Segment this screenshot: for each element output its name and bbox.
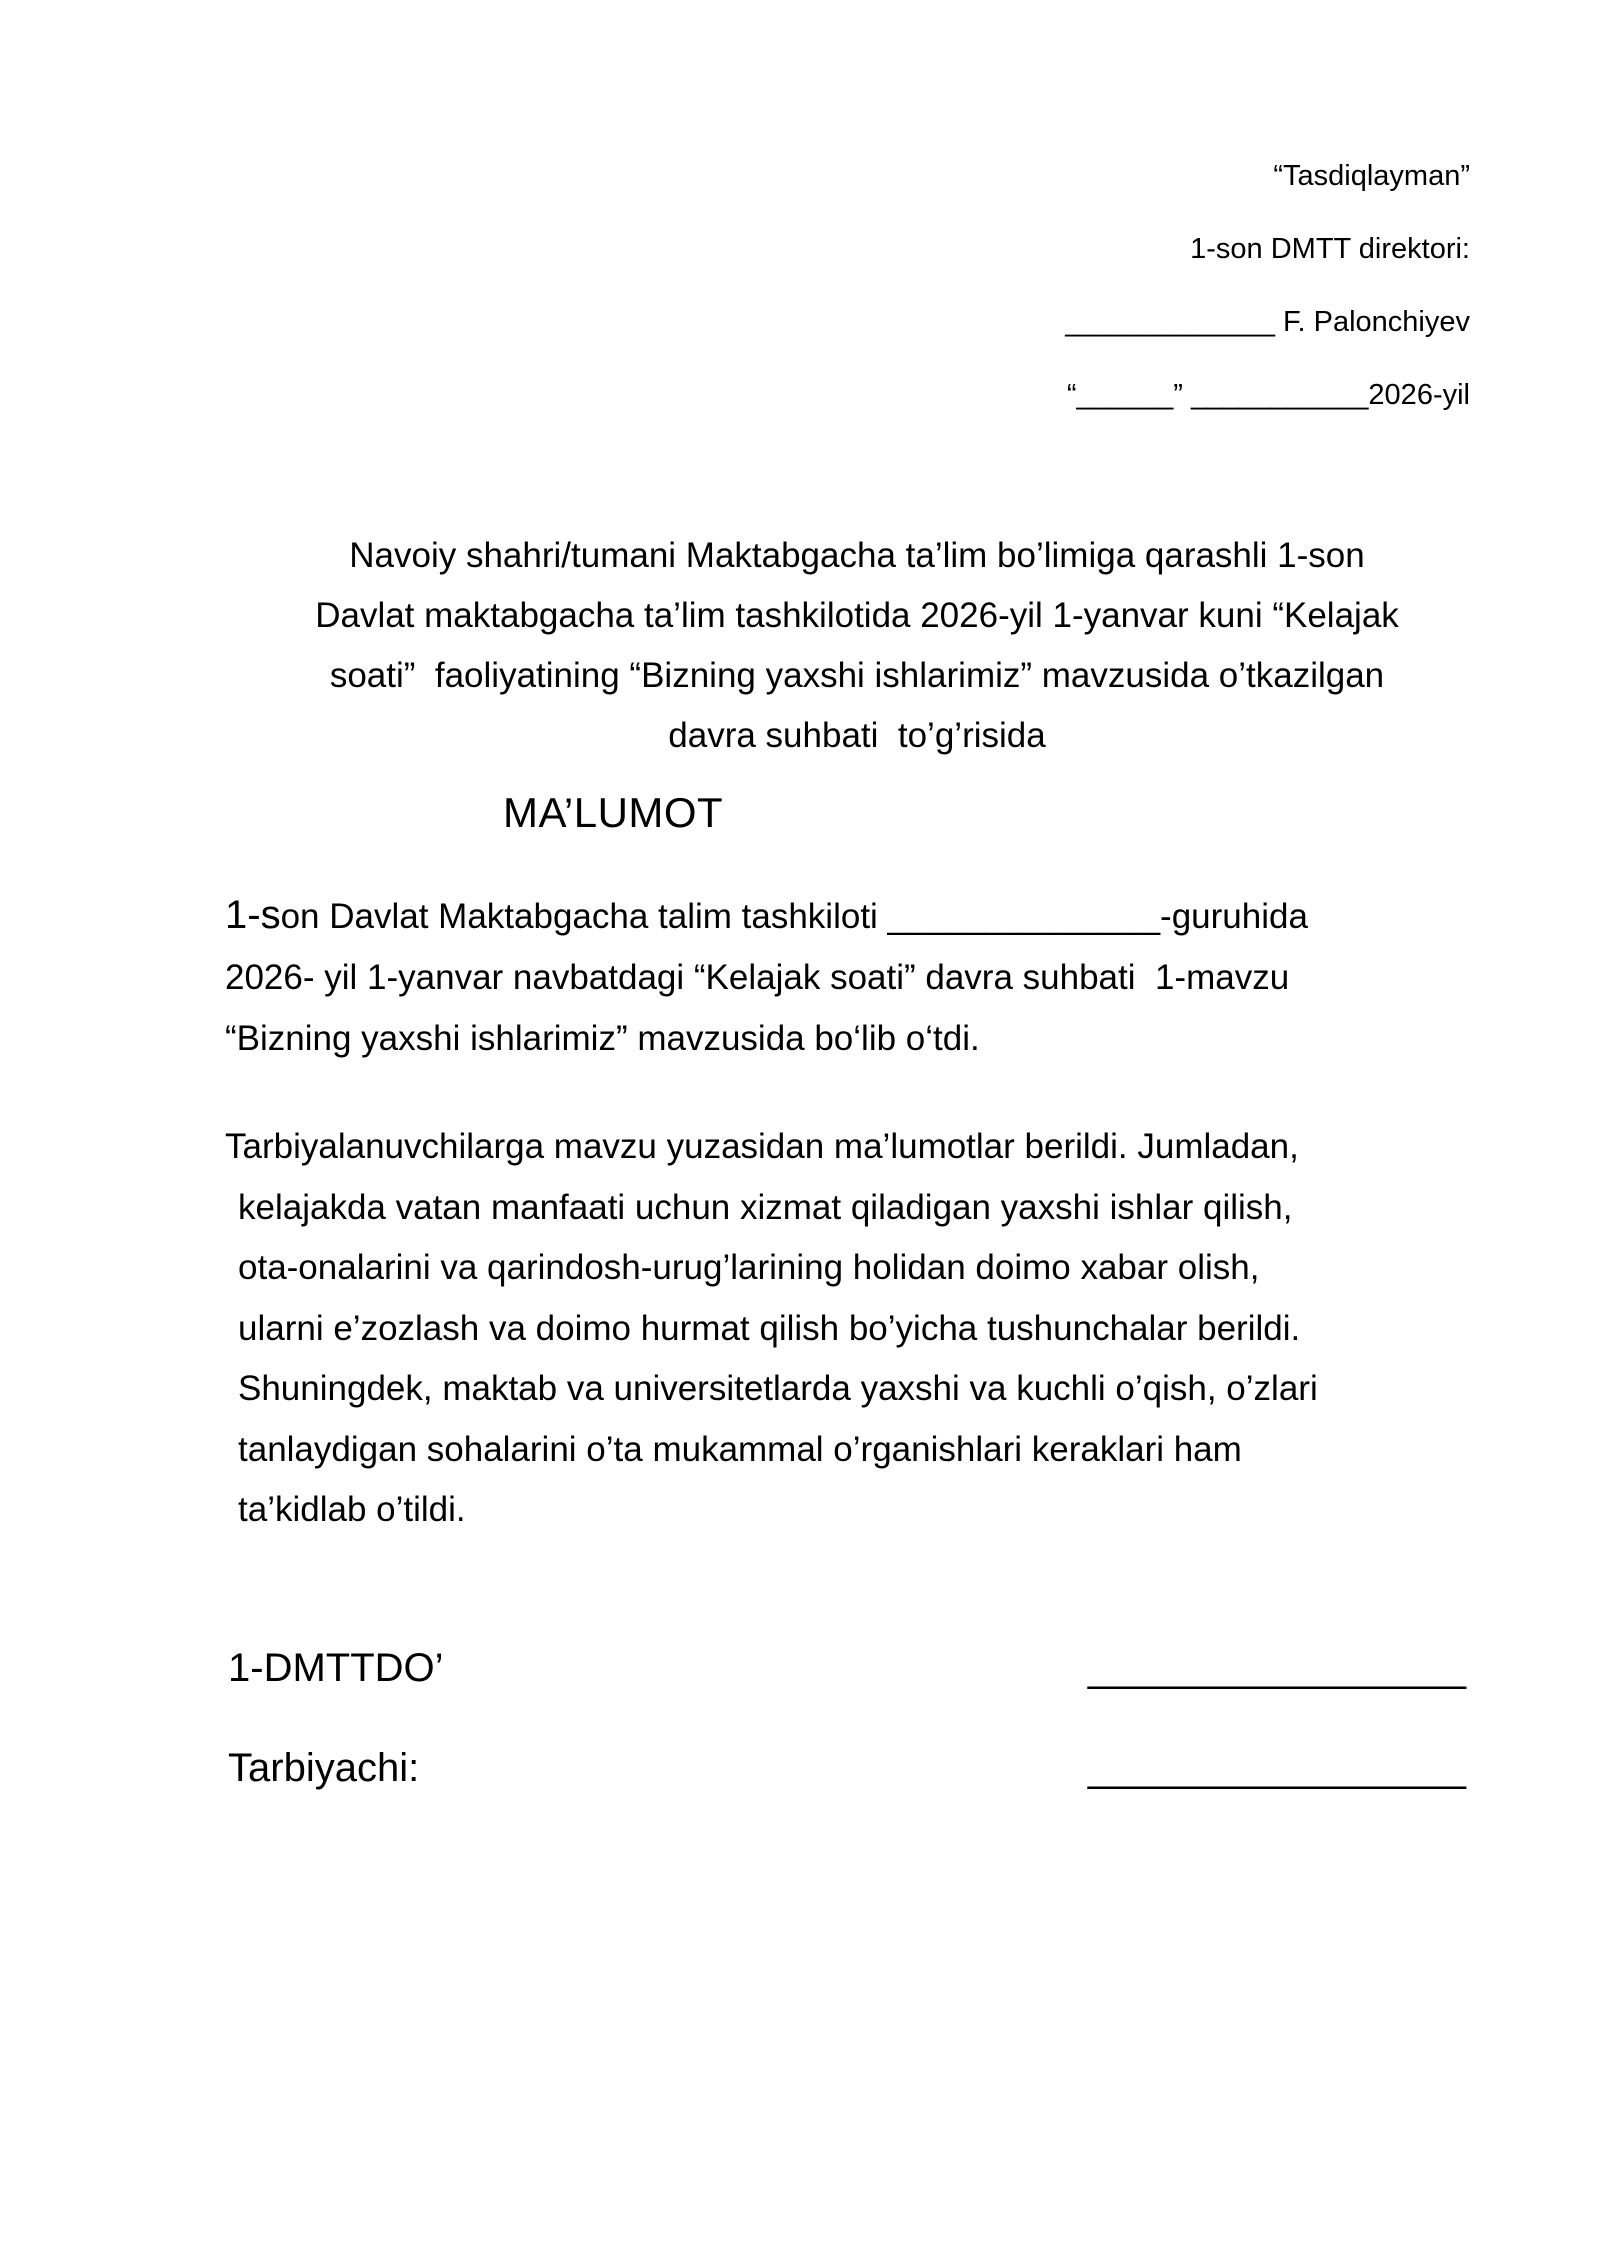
signature-blank-line: _________________ — [1087, 1746, 1466, 1790]
body-line: ularni e’zozlash va doimo hurmat qilish bo’yicha tushunchalar berildi. — [238, 1308, 1301, 1348]
body-line: ota-onalarini va qarindosh-urug’larining holidan doimo xabar olish, — [238, 1248, 1260, 1287]
approval-line-date: “______” ___________2026-yil — [1066, 379, 1470, 411]
body-line: “Bizning yaxshi ishlarimiz” mavzusida bo‘lib o‘tdi. — [225, 1019, 980, 1058]
body-line: kelajakda vatan manfaati uchun xizmat qiladigan yaxshi ishlar qilish, — [238, 1187, 1293, 1227]
approval-line-tasdiqlayman: “Tasdiqlayman” — [1273, 160, 1470, 192]
document-title: MA’LUMOT — [503, 789, 724, 836]
intro-line: Davlat maktabgacha ta’lim tashkilotida 2026-yil 1-yanvar kuni “Kelajak — [315, 596, 1399, 635]
approval-line-signature: _____________ F. Palonchiyev — [1065, 306, 1470, 338]
approval-block — [1065, 140, 1470, 432]
approval-line-director: 1-son DMTT direktori: — [1190, 233, 1470, 265]
body-line: Tarbiyalanuvchilarga mavzu yuzasidan ma’lumotlar berildi. Jumladan, — [225, 1127, 1299, 1166]
details-paragraph — [225, 1117, 1515, 1541]
body-line: tanlaydigan sohalarini o’ta mukammal o’rganishlari keraklari ham — [238, 1429, 1242, 1469]
body-line — [225, 885, 1515, 947]
intro-line: Navoiy shahri/tumani Maktabgacha ta’lim bo’limiga qarashli 1-son — [349, 536, 1365, 575]
signature-blank-line: _________________ — [1087, 1646, 1466, 1690]
body-line: Shuningdek, maktab va universitetlarda yaxshi va kuchli o’qish, o’zlari — [238, 1369, 1318, 1408]
body-line-rest: on Davlat Maktabgacha talim tashkiloti ______________-guruhida — [280, 897, 1308, 936]
intro-paragraph — [228, 526, 1486, 766]
summary-paragraph — [225, 885, 1515, 1069]
body-line: 2026- yil 1-yanvar navbatdagi “Kelajak soati” davra suhbati 1-mavzu — [225, 958, 1290, 997]
lead-large-text: 1-s — [225, 893, 281, 937]
signature-row-dmttdo — [228, 1644, 1466, 1692]
intro-line: davra suhbati to’g’risida — [668, 716, 1046, 755]
signature-row-tarbiyachi — [228, 1744, 1466, 1792]
body-line: ta’kidlab o’tildi. — [238, 1490, 466, 1529]
signature-role-label: 1-DMTTDO’ — [228, 1646, 444, 1690]
intro-line: soati” faoliyatining “Bizning yaxshi ishlarimiz” mavzusida o’tkazilgan — [329, 656, 1385, 695]
signature-role-label: Tarbiyachi: — [228, 1746, 420, 1790]
